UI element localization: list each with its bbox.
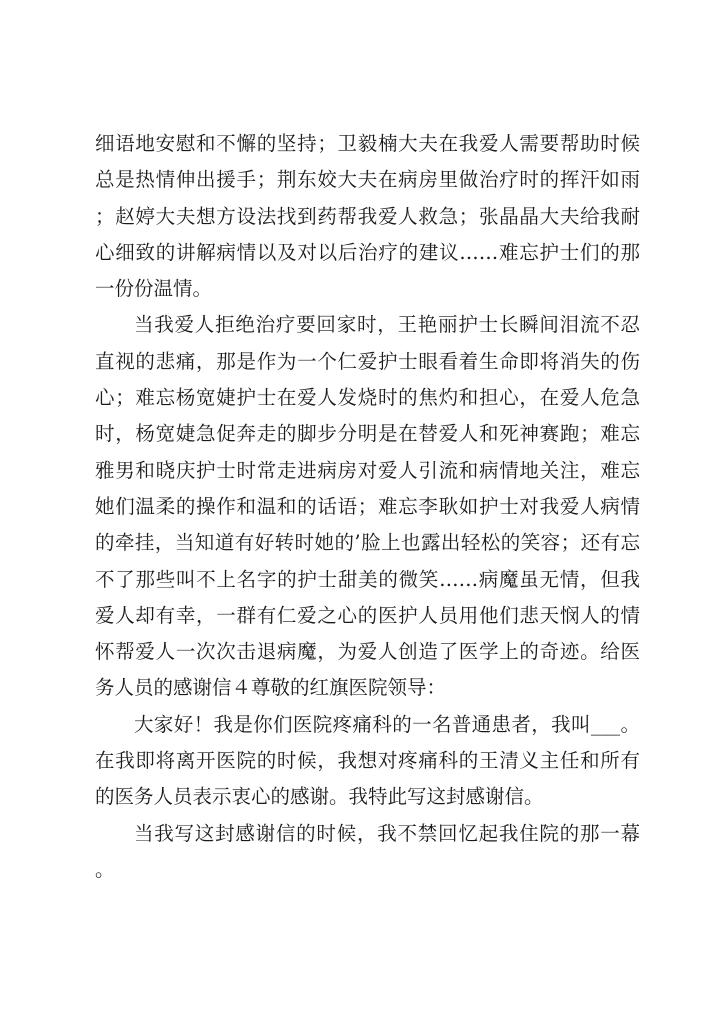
paragraph-recollection: 当我写这封感谢信的时候，我不禁回忆起我住院的那一幕。 (95, 821, 640, 881)
paragraph-nurses: 当我爱人拒绝治疗要回家时，王艳丽护士长瞬间泪流不忍直视的悲痛，那是作为一个仁爱护士眼看着生命即将消失的伤心；难忘杨宽婕护士在爱人发烧时的焦灼和担心，在爱人危急时，杨宽婕急促奔走的脚步分明是在替爱人和死神赛跑；难忘雅男和晓庆护士时常走进病房对爱人引流和病情地关注，难忘她们温柔的操作和温和的话语；难忘李耿如护士对我爱人病情的牵挂，当知道有好转时她的’脸上也露出轻松的笑容；还有忘不了那些叫不上名字的护士甜美的微笑……病魔虽无情，但我爱人却有幸，一群有仁爱之心的医护人员用他们悲天悯人的情怀帮爱人一次次击退病魔，为爱人创造了医学上的奇迹。给医务人员的感谢信４尊敬的红旗医院领导： (95, 313, 640, 700)
letter-body (95, 126, 640, 888)
paragraph-greeting: 大家好！我是你们医院疼痛科的一名普通患者，我叫___。在我即将离开医院的时候，我想对疼痛科的王清义主任和所有的医务人员表示衷心的感谢。我特此写这封感谢信。 (95, 712, 640, 809)
paragraph-continuation: 细语地安慰和不懈的坚持；卫毅楠大夫在我爱人需要帮助时候总是热情伸出援手；荆东姣大夫在病房里做治疗时的挥汗如雨；赵婷大夫想方设法找到药帮我爱人救急；张晶晶大夫给我耐心细致的讲解病情以及对以后治疗的建议……难忘护士们的那一份份温情。 (95, 132, 640, 301)
